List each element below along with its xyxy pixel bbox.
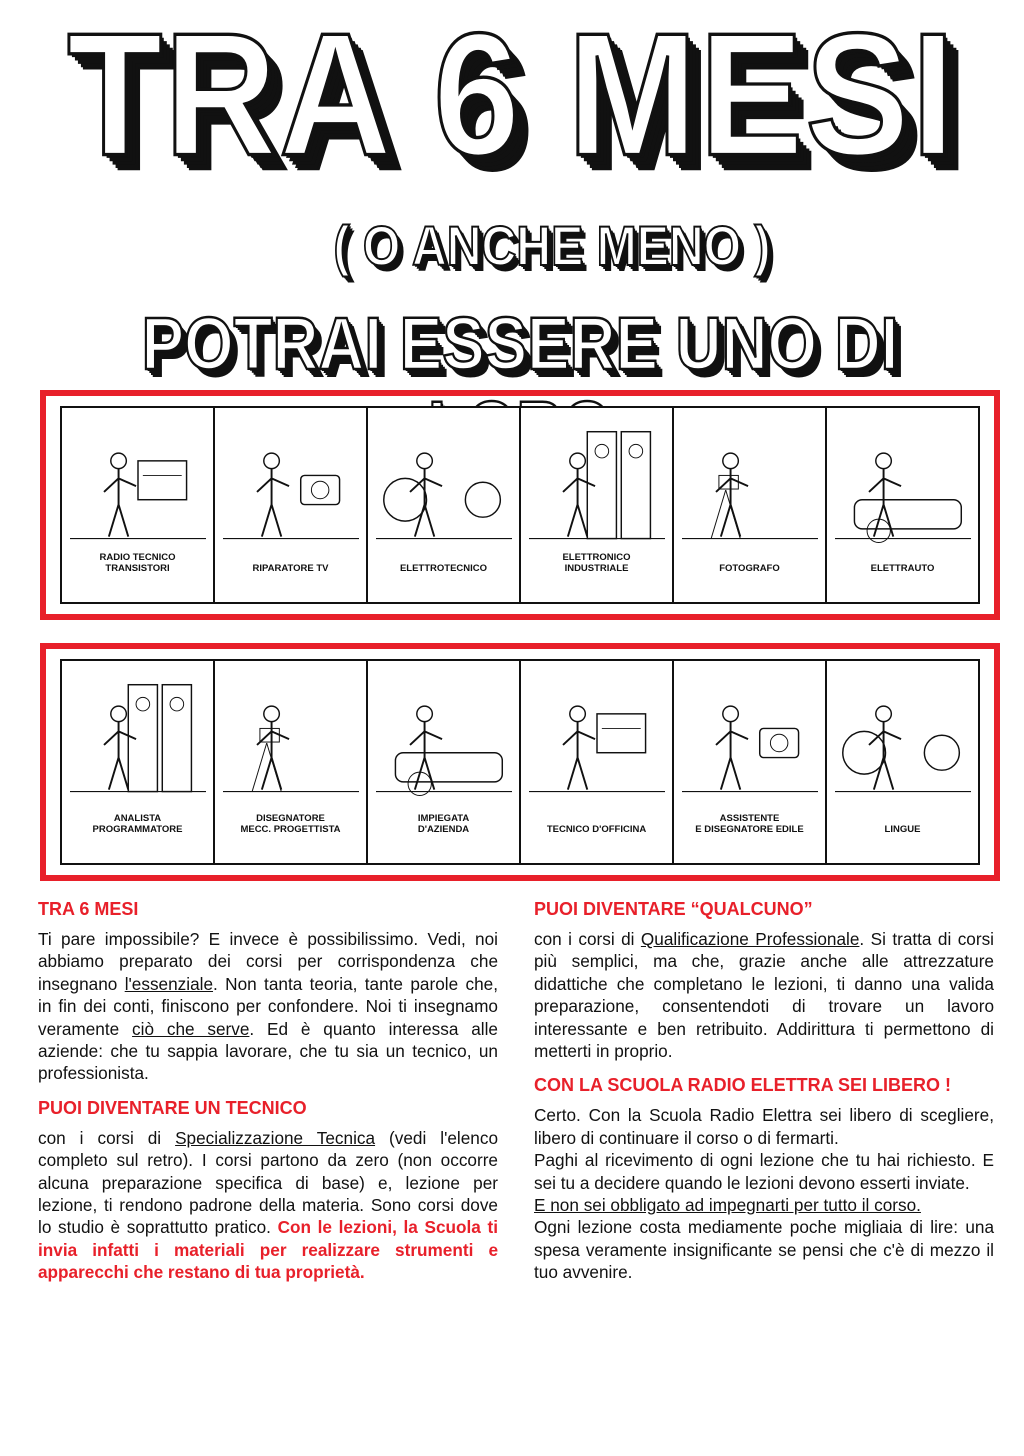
profession-label: ELETTRONICO INDUSTRIALE xyxy=(562,552,631,574)
profession-panel xyxy=(213,406,366,604)
section-body-tra-6-mesi xyxy=(38,928,498,1085)
professions-strip-bottom xyxy=(40,643,1000,881)
text-run: . Non tanta teoria, tante parole che, in fin dei conti, finiscono per confondere. Noi ti insegnamo veramente xyxy=(38,973,498,1039)
profession-label: ELETTRAUTO xyxy=(870,563,935,574)
section-title-libero: CON LA SCUOLA RADIO ELETTRA SEI LIBERO ! xyxy=(534,1075,951,1096)
profession-panel xyxy=(366,659,519,865)
underlined-text: l'essenziale xyxy=(124,973,214,994)
section-body-tecnico xyxy=(38,1127,498,1284)
left-column xyxy=(38,898,498,1284)
headline-claim: POTRAI ESSERE UNO DI xyxy=(141,302,899,385)
text-run: . Ed è quanto interessa alle aziende: che tu sappia lavorare, che tu sia un tecnico, un professionista. xyxy=(38,1018,498,1084)
profession-panel xyxy=(672,659,825,865)
underlined-text: ciò che serve xyxy=(132,1018,250,1039)
underlined-text: Qualificazione Professionale xyxy=(640,929,860,949)
text-run: con i corsi di xyxy=(534,929,641,949)
profession-panel xyxy=(672,406,825,604)
underlined-text: Specializzazione Tecnica xyxy=(175,1127,376,1148)
section-body-qualcuno xyxy=(534,928,994,1062)
text-run: con i corsi di xyxy=(38,1127,176,1148)
profession-label: RADIO TECNICO TRANSISTORI xyxy=(99,552,176,574)
section-title-tecnico: PUOI DIVENTARE UN TECNICO xyxy=(38,1097,307,1118)
section-title-tra-6-mesi: TRA 6 MESI xyxy=(38,899,139,919)
section-body-libero-1: Certo. Con la Scuola Radio Elettra sei libero di scegliere, libero di continuare il corso o di fermarti. xyxy=(534,1105,994,1148)
text-run: . Si tratta di corsi più semplici, ma che, grazie anche alle attrezzature didattiche che completano le lezioni, ti danno una valida preparazione, consentendoti di trovare un lavoro interessante e ben retribuito. Addirittura ti permettono di metterti in proprio. xyxy=(534,929,995,1062)
profession-label: TECNICO D'OFFICINA xyxy=(546,824,647,835)
profession-panel xyxy=(825,406,980,604)
section-title-qualcuno: PUOI DIVENTARE “QUALCUNO” xyxy=(534,899,813,919)
profession-label: ASSISTENTE E DISEGNATORE EDILE xyxy=(695,813,804,835)
headline-main: TRA 6 MESI xyxy=(67,0,957,193)
section-body-libero-3: E non sei obbligato ad impegnarti per tutto il corso. xyxy=(534,1195,921,1216)
profession-label: ELETTROTECNICO xyxy=(399,563,488,574)
profession-panel xyxy=(366,406,519,604)
profession-panel xyxy=(60,659,213,865)
right-column xyxy=(534,898,994,1284)
profession-label: RIPARATORE TV xyxy=(252,563,329,574)
text-run: Ti pare impossibile? E invece è possibilissimo. Vedi, noi abbiamo preparato dei corsi per corrispondenza che insegnano xyxy=(38,929,498,994)
profession-panel xyxy=(825,659,980,865)
text-run: (vedi l'elenco completo sul retro). I corsi partono da zero (non occorre alcuna preparazione specifica di base) e, lezione per lezione, ti rendono padrone della materia. Sono corsi dove lo studio è soprattutto pratico. xyxy=(38,1127,499,1238)
highlighted-text: Con le lezioni, la Scuola ti invia infatti i materiali per realizzare strumenti e apparecchi che restano di tua proprietà. xyxy=(38,1217,498,1283)
section-body-libero-2: Paghi al ricevimento di ogni lezione che tu hai richiesto. E sei tu a decidere quando le lezioni devono esserti inviate. xyxy=(534,1150,994,1193)
profession-label: DISEGNATORE MECC. PROGETTISTA xyxy=(240,813,341,835)
profession-panel xyxy=(213,659,366,865)
headline-sub: ( O ANCHE MENO ) xyxy=(333,214,771,277)
profession-panel xyxy=(519,659,672,865)
section-body-libero-4: Ogni lezione costa mediamente poche migliaia di lire: una spesa veramente insignificante se pensi che c'è di mezzo il tuo avvenire. xyxy=(534,1217,994,1283)
profession-panel xyxy=(60,406,213,604)
profession-panel xyxy=(519,406,672,604)
professions-strip-top xyxy=(40,390,1000,620)
profession-label: ANALISTA PROGRAMMATORE xyxy=(92,813,183,835)
profession-label: IMPIEGATA D'AZIENDA xyxy=(417,813,470,835)
profession-label: FOTOGRAFO xyxy=(719,563,780,574)
profession-label: LINGUE xyxy=(884,824,921,835)
